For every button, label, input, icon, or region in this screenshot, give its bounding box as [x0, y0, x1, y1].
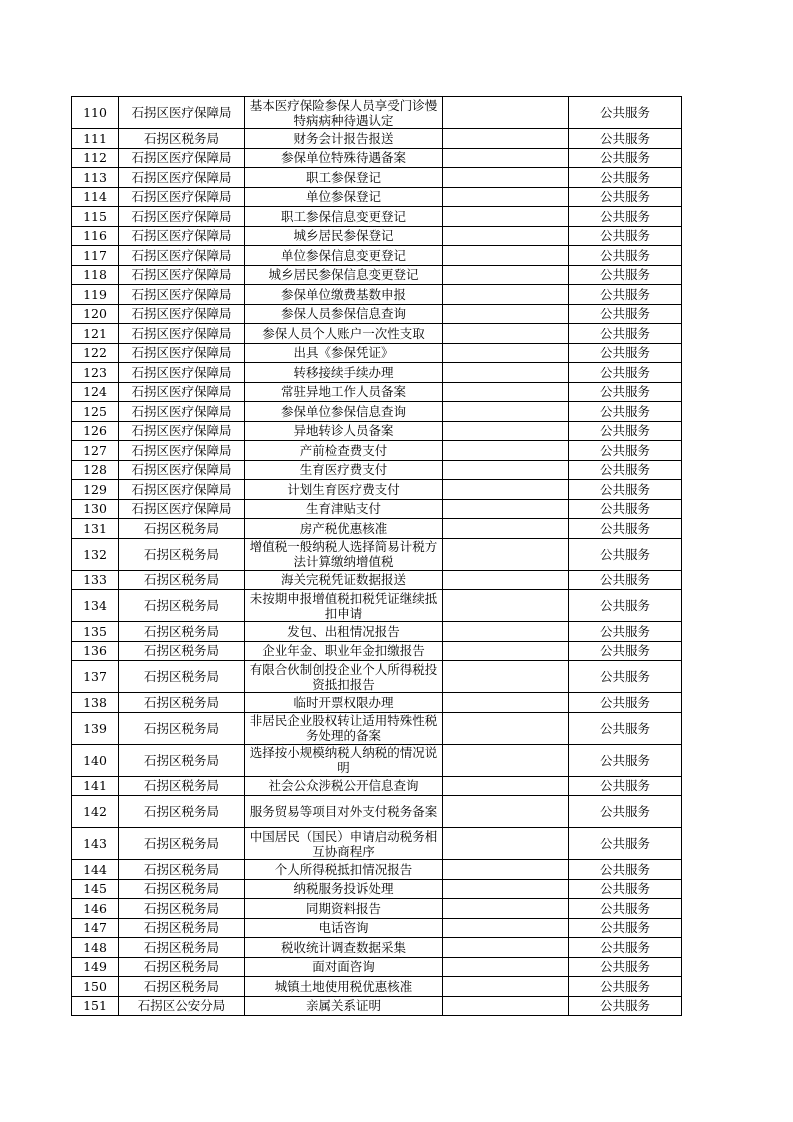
cell-service-type: 公共服务 [569, 776, 682, 796]
cell-blank [443, 499, 569, 519]
cell-service-type: 公共服务 [569, 148, 682, 168]
cell-blank [443, 938, 569, 958]
cell-department: 石拐区税务局 [119, 590, 245, 622]
cell-department: 石拐区税务局 [119, 744, 245, 776]
cell-number: 133 [72, 570, 119, 590]
cell-blank [443, 712, 569, 744]
table-row [72, 129, 682, 149]
cell-item-name: 参保单位特殊待遇备案 [245, 148, 443, 168]
cell-item-name: 房产税优惠核准 [245, 519, 443, 539]
cell-service-type: 公共服务 [569, 918, 682, 938]
table-row [72, 661, 682, 693]
cell-item-name: 产前检查费支付 [245, 441, 443, 461]
table-row [72, 382, 682, 402]
table-row [72, 519, 682, 539]
cell-number: 137 [72, 661, 119, 693]
cell-blank [443, 519, 569, 539]
cell-blank [443, 246, 569, 266]
cell-service-type: 公共服务 [569, 460, 682, 480]
table-row [72, 879, 682, 899]
table-row [72, 570, 682, 590]
cell-number: 123 [72, 363, 119, 383]
cell-department: 石拐区税务局 [119, 129, 245, 149]
cell-item-name: 临时开票权限办理 [245, 693, 443, 713]
cell-department: 石拐区税务局 [119, 570, 245, 590]
cell-item-name: 海关完税凭证数据报送 [245, 570, 443, 590]
cell-item-name: 纳税服务投诉处理 [245, 879, 443, 899]
cell-department: 石拐区医疗保障局 [119, 168, 245, 188]
cell-department: 石拐区税务局 [119, 519, 245, 539]
cell-blank [443, 285, 569, 305]
cell-service-type: 公共服务 [569, 382, 682, 402]
cell-blank [443, 996, 569, 1016]
cell-service-type: 公共服务 [569, 570, 682, 590]
cell-item-name: 计划生育医疗费支付 [245, 480, 443, 500]
cell-number: 111 [72, 129, 119, 149]
table-row [72, 899, 682, 919]
cell-item-name: 税收统计调查数据采集 [245, 938, 443, 958]
cell-department: 石拐区医疗保障局 [119, 304, 245, 324]
table-row [72, 776, 682, 796]
cell-department: 石拐区医疗保障局 [119, 382, 245, 402]
table-row [72, 977, 682, 997]
table-row [72, 744, 682, 776]
cell-department: 石拐区税务局 [119, 693, 245, 713]
table-row [72, 226, 682, 246]
cell-number: 143 [72, 828, 119, 860]
table-row [72, 480, 682, 500]
table-row [72, 590, 682, 622]
cell-service-type: 公共服务 [569, 860, 682, 880]
cell-item-name: 单位参保信息变更登记 [245, 246, 443, 266]
table-row [72, 441, 682, 461]
cell-item-name: 面对面咨询 [245, 957, 443, 977]
cell-service-type: 公共服务 [569, 938, 682, 958]
cell-department: 石拐区税务局 [119, 860, 245, 880]
cell-blank [443, 207, 569, 227]
cell-department: 石拐区医疗保障局 [119, 207, 245, 227]
cell-department: 石拐区税务局 [119, 796, 245, 828]
cell-item-name: 参保人员个人账户一次性支取 [245, 324, 443, 344]
cell-number: 149 [72, 957, 119, 977]
cell-item-name: 未按期申报增值税扣税凭证继续抵扣申请 [245, 590, 443, 622]
cell-blank [443, 363, 569, 383]
table-row [72, 918, 682, 938]
cell-item-name: 职工参保登记 [245, 168, 443, 188]
cell-service-type: 公共服务 [569, 744, 682, 776]
cell-service-type: 公共服务 [569, 828, 682, 860]
cell-department: 石拐区税务局 [119, 641, 245, 661]
cell-item-name: 出具《参保凭证》 [245, 343, 443, 363]
cell-number: 127 [72, 441, 119, 461]
cell-number: 113 [72, 168, 119, 188]
table-row [72, 693, 682, 713]
cell-department: 石拐区医疗保障局 [119, 187, 245, 207]
cell-item-name: 生育医疗费支付 [245, 460, 443, 480]
cell-item-name: 非居民企业股权转让适用特殊性税务处理的备案 [245, 712, 443, 744]
table-row [72, 304, 682, 324]
cell-item-name: 城乡居民参保信息变更登记 [245, 265, 443, 285]
cell-blank [443, 324, 569, 344]
cell-number: 125 [72, 402, 119, 422]
table-row [72, 148, 682, 168]
cell-blank [443, 538, 569, 570]
cell-service-type: 公共服务 [569, 265, 682, 285]
cell-number: 128 [72, 460, 119, 480]
cell-number: 112 [72, 148, 119, 168]
table-row [72, 402, 682, 422]
cell-blank [443, 744, 569, 776]
cell-item-name: 有限合伙制创投企业个人所得税投资抵扣报告 [245, 661, 443, 693]
cell-department: 石拐区医疗保障局 [119, 246, 245, 266]
cell-number: 138 [72, 693, 119, 713]
cell-service-type: 公共服务 [569, 899, 682, 919]
cell-department: 石拐区税务局 [119, 938, 245, 958]
cell-department: 石拐区医疗保障局 [119, 343, 245, 363]
cell-blank [443, 304, 569, 324]
table-row [72, 828, 682, 860]
cell-number: 131 [72, 519, 119, 539]
cell-blank [443, 879, 569, 899]
cell-department: 石拐区税务局 [119, 977, 245, 997]
cell-item-name: 转移接续手续办理 [245, 363, 443, 383]
service-items-table [71, 96, 682, 1016]
table-row [72, 207, 682, 227]
cell-department: 石拐区税务局 [119, 538, 245, 570]
cell-blank [443, 693, 569, 713]
cell-number: 142 [72, 796, 119, 828]
cell-blank [443, 421, 569, 441]
table-row [72, 97, 682, 129]
cell-department: 石拐区医疗保障局 [119, 97, 245, 129]
cell-department: 石拐区税务局 [119, 918, 245, 938]
cell-blank [443, 860, 569, 880]
cell-department: 石拐区税务局 [119, 957, 245, 977]
cell-blank [443, 402, 569, 422]
cell-department: 石拐区医疗保障局 [119, 499, 245, 519]
table-row [72, 343, 682, 363]
cell-item-name: 选择按小规模纳税人纳税的情况说明 [245, 744, 443, 776]
cell-number: 117 [72, 246, 119, 266]
cell-item-name: 参保单位缴费基数申报 [245, 285, 443, 305]
cell-service-type: 公共服务 [569, 421, 682, 441]
cell-number: 124 [72, 382, 119, 402]
cell-service-type: 公共服务 [569, 538, 682, 570]
cell-service-type: 公共服务 [569, 590, 682, 622]
cell-department: 石拐区税务局 [119, 661, 245, 693]
cell-service-type: 公共服务 [569, 246, 682, 266]
cell-department: 石拐区税务局 [119, 828, 245, 860]
cell-number: 121 [72, 324, 119, 344]
cell-number: 115 [72, 207, 119, 227]
cell-number: 136 [72, 641, 119, 661]
cell-service-type: 公共服务 [569, 879, 682, 899]
cell-department: 石拐区公安分局 [119, 996, 245, 1016]
cell-blank [443, 129, 569, 149]
cell-blank [443, 590, 569, 622]
cell-service-type: 公共服务 [569, 996, 682, 1016]
table-row [72, 957, 682, 977]
cell-item-name: 服务贸易等项目对外支付税务备案 [245, 796, 443, 828]
cell-service-type: 公共服务 [569, 207, 682, 227]
table-row [72, 622, 682, 642]
cell-department: 石拐区医疗保障局 [119, 402, 245, 422]
table-row [72, 363, 682, 383]
cell-service-type: 公共服务 [569, 343, 682, 363]
cell-blank [443, 480, 569, 500]
cell-service-type: 公共服务 [569, 499, 682, 519]
cell-blank [443, 148, 569, 168]
cell-number: 135 [72, 622, 119, 642]
cell-item-name: 常驻异地工作人员备案 [245, 382, 443, 402]
cell-blank [443, 899, 569, 919]
cell-item-name: 城镇土地使用税优惠核准 [245, 977, 443, 997]
cell-number: 110 [72, 97, 119, 129]
cell-service-type: 公共服务 [569, 226, 682, 246]
cell-item-name: 亲属关系证明 [245, 996, 443, 1016]
cell-blank [443, 641, 569, 661]
cell-service-type: 公共服务 [569, 661, 682, 693]
table-row [72, 265, 682, 285]
cell-number: 114 [72, 187, 119, 207]
table-row [72, 938, 682, 958]
cell-blank [443, 97, 569, 129]
cell-service-type: 公共服务 [569, 97, 682, 129]
cell-number: 130 [72, 499, 119, 519]
cell-service-type: 公共服务 [569, 187, 682, 207]
cell-number: 119 [72, 285, 119, 305]
table-row [72, 641, 682, 661]
cell-department: 石拐区医疗保障局 [119, 324, 245, 344]
cell-blank [443, 343, 569, 363]
cell-item-name: 参保单位参保信息查询 [245, 402, 443, 422]
cell-item-name: 生育津贴支付 [245, 499, 443, 519]
cell-department: 石拐区医疗保障局 [119, 460, 245, 480]
cell-number: 151 [72, 996, 119, 1016]
cell-item-name: 企业年金、职业年金扣缴报告 [245, 641, 443, 661]
cell-department: 石拐区医疗保障局 [119, 363, 245, 383]
cell-blank [443, 265, 569, 285]
table-row [72, 285, 682, 305]
cell-item-name: 个人所得税抵扣情况报告 [245, 860, 443, 880]
cell-item-name: 中国居民（国民）申请启动税务相互协商程序 [245, 828, 443, 860]
cell-blank [443, 382, 569, 402]
cell-number: 126 [72, 421, 119, 441]
cell-item-name: 发包、出租情况报告 [245, 622, 443, 642]
cell-number: 141 [72, 776, 119, 796]
cell-service-type: 公共服务 [569, 285, 682, 305]
table-row [72, 187, 682, 207]
cell-department: 石拐区税务局 [119, 712, 245, 744]
cell-item-name: 职工参保信息变更登记 [245, 207, 443, 227]
cell-blank [443, 957, 569, 977]
cell-department: 石拐区税务局 [119, 776, 245, 796]
table-row [72, 324, 682, 344]
cell-blank [443, 776, 569, 796]
cell-department: 石拐区医疗保障局 [119, 148, 245, 168]
cell-service-type: 公共服务 [569, 519, 682, 539]
cell-number: 134 [72, 590, 119, 622]
table-row [72, 860, 682, 880]
cell-service-type: 公共服务 [569, 129, 682, 149]
cell-service-type: 公共服务 [569, 168, 682, 188]
table-row [72, 460, 682, 480]
cell-department: 石拐区税务局 [119, 879, 245, 899]
cell-service-type: 公共服务 [569, 304, 682, 324]
cell-number: 147 [72, 918, 119, 938]
cell-department: 石拐区税务局 [119, 899, 245, 919]
cell-item-name: 基本医疗保险参保人员享受门诊慢特病病种待遇认定 [245, 97, 443, 129]
cell-service-type: 公共服务 [569, 977, 682, 997]
cell-item-name: 社会公众涉税公开信息查询 [245, 776, 443, 796]
cell-item-name: 单位参保登记 [245, 187, 443, 207]
cell-service-type: 公共服务 [569, 324, 682, 344]
table-row [72, 246, 682, 266]
cell-blank [443, 622, 569, 642]
cell-blank [443, 168, 569, 188]
cell-department: 石拐区医疗保障局 [119, 480, 245, 500]
cell-blank [443, 796, 569, 828]
cell-service-type: 公共服务 [569, 693, 682, 713]
table-row [72, 499, 682, 519]
cell-service-type: 公共服务 [569, 641, 682, 661]
cell-number: 122 [72, 343, 119, 363]
cell-department: 石拐区医疗保障局 [119, 285, 245, 305]
cell-number: 116 [72, 226, 119, 246]
cell-number: 129 [72, 480, 119, 500]
cell-service-type: 公共服务 [569, 402, 682, 422]
cell-service-type: 公共服务 [569, 363, 682, 383]
table-body [72, 97, 682, 1016]
table-row [72, 712, 682, 744]
cell-blank [443, 977, 569, 997]
cell-department: 石拐区医疗保障局 [119, 265, 245, 285]
cell-service-type: 公共服务 [569, 480, 682, 500]
cell-blank [443, 226, 569, 246]
cell-department: 石拐区医疗保障局 [119, 441, 245, 461]
cell-number: 145 [72, 879, 119, 899]
cell-service-type: 公共服务 [569, 712, 682, 744]
cell-number: 146 [72, 899, 119, 919]
cell-blank [443, 661, 569, 693]
cell-department: 石拐区税务局 [119, 622, 245, 642]
cell-number: 120 [72, 304, 119, 324]
cell-item-name: 参保人员参保信息查询 [245, 304, 443, 324]
table-row [72, 421, 682, 441]
cell-blank [443, 828, 569, 860]
cell-item-name: 财务会计报告报送 [245, 129, 443, 149]
cell-service-type: 公共服务 [569, 957, 682, 977]
table-row [72, 796, 682, 828]
cell-blank [443, 570, 569, 590]
cell-blank [443, 441, 569, 461]
cell-service-type: 公共服务 [569, 441, 682, 461]
cell-number: 140 [72, 744, 119, 776]
cell-number: 139 [72, 712, 119, 744]
cell-blank [443, 187, 569, 207]
cell-number: 148 [72, 938, 119, 958]
cell-item-name: 同期资料报告 [245, 899, 443, 919]
cell-department: 石拐区医疗保障局 [119, 226, 245, 246]
cell-number: 150 [72, 977, 119, 997]
cell-number: 144 [72, 860, 119, 880]
cell-service-type: 公共服务 [569, 796, 682, 828]
cell-number: 132 [72, 538, 119, 570]
cell-blank [443, 918, 569, 938]
table-row [72, 538, 682, 570]
table-row [72, 168, 682, 188]
cell-department: 石拐区医疗保障局 [119, 421, 245, 441]
cell-blank [443, 460, 569, 480]
cell-item-name: 异地转诊人员备案 [245, 421, 443, 441]
cell-number: 118 [72, 265, 119, 285]
cell-item-name: 城乡居民参保登记 [245, 226, 443, 246]
table-row [72, 996, 682, 1016]
cell-item-name: 电话咨询 [245, 918, 443, 938]
cell-service-type: 公共服务 [569, 622, 682, 642]
cell-item-name: 增值税一般纳税人选择简易计税方法计算缴纳增值税 [245, 538, 443, 570]
